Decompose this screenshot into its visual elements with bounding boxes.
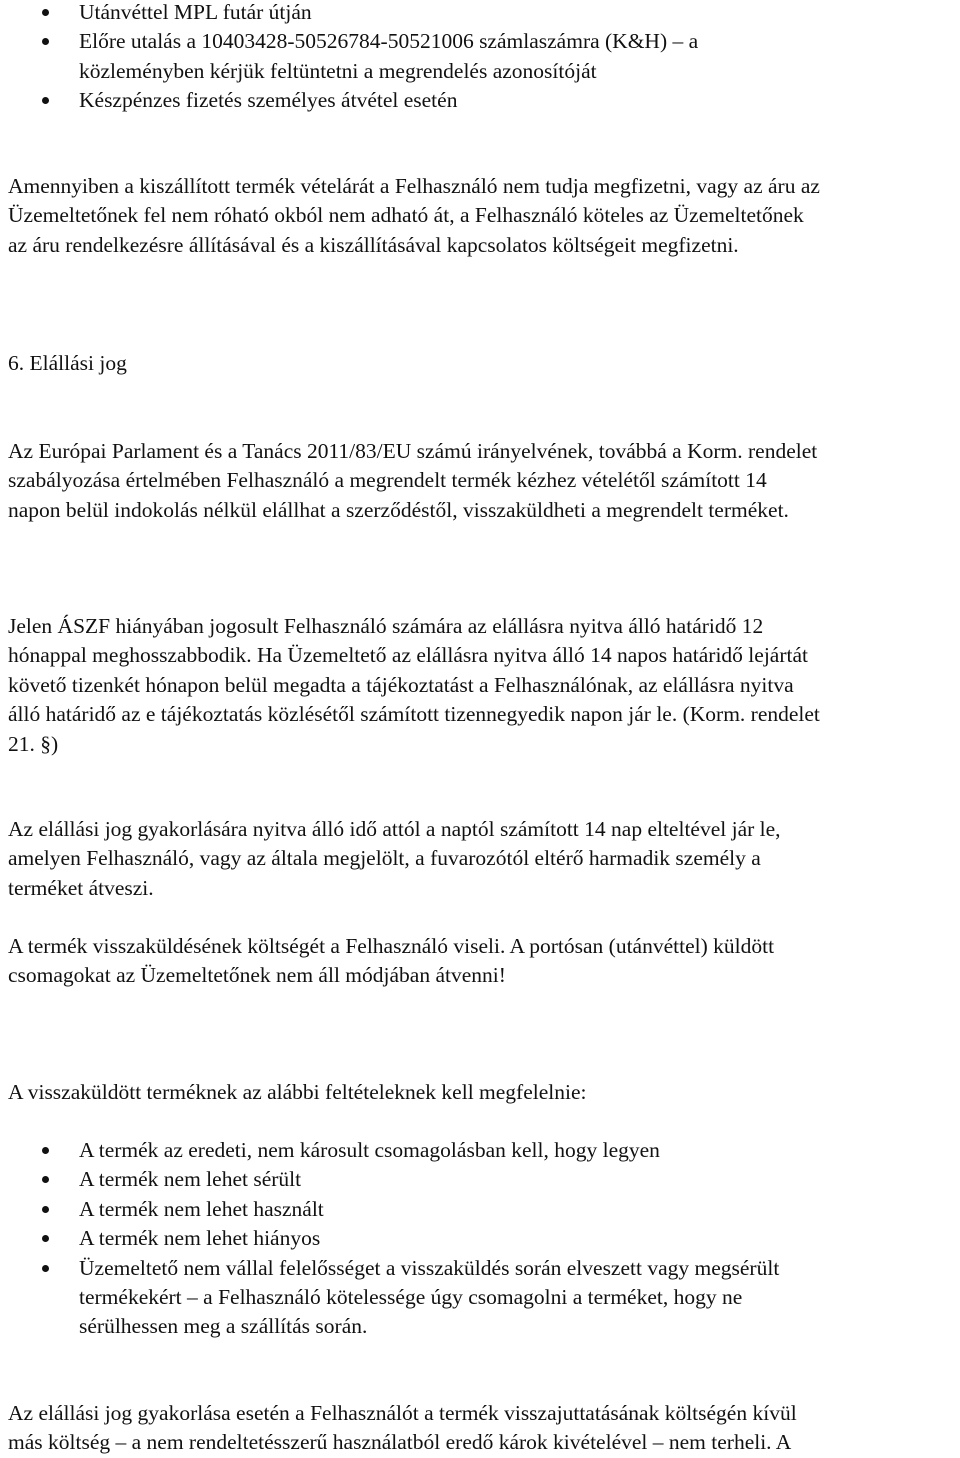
list-item — [0, 1254, 956, 1342]
paragraph-line: álló határidő az e tájékoztatás közlésétől számított tizennegyedik napon jár le. (Korm. rendelet — [8, 702, 820, 727]
bullet-icon — [42, 1206, 49, 1213]
list-item — [0, 1136, 956, 1165]
paragraph-line: Az Európai Parlament és a Tanács 2011/83/EU számú irányelvének, továbbá a Korm. rendelet — [8, 439, 818, 463]
paragraph-line: A termék visszaküldésének költségét a Felhasználó viseli. A portósan (utánvéttel) küldött — [8, 934, 775, 958]
paragraph-line: hónappal meghosszabbodik. Ha Üzemeltető az elállásra nyitva álló 14 napos határidő lejártát — [8, 643, 808, 668]
paragraph-line: 21. §) — [8, 731, 59, 756]
list-item-text: Előre utalás a 10403428-50526784-50521006 számlaszámra (K&H) – a — [79, 29, 699, 54]
list-item-text: Utánvéttel MPL futár útján — [79, 0, 312, 24]
bullet-icon — [42, 1265, 49, 1272]
list-item — [0, 1224, 956, 1253]
list-item-text: közleményben kérjük feltüntetni a megrendelés azonosítóját — [79, 58, 597, 83]
paragraph-line: napon belül indokolás nélkül elállhat a szerződéstől, visszaküldheti a megrendelt terméket. — [8, 497, 789, 522]
paragraph-eu-directive — [8, 437, 956, 525]
bullet-icon — [42, 1147, 49, 1154]
paragraph-line: Az elállási jog gyakorlására nyitva álló idő attól a naptól számított 14 nap elteltével jár le, — [8, 817, 781, 841]
bullet-icon — [42, 1176, 49, 1183]
paragraph-line: szabályozása értelmében Felhasználó a megrendelt termék kézhez vételétől számított 14 — [8, 468, 767, 493]
payment-options-list — [0, 0, 956, 116]
heading-text: 6. Elállási jog — [8, 351, 127, 375]
paragraph-line: terméket átveszi. — [8, 875, 154, 900]
paragraph-aszf-missing — [8, 612, 956, 759]
list-item — [0, 1165, 956, 1194]
list-item-text: Üzemeltető nem vállal felelősséget a visszaküldés során elveszett vagy megsérült — [79, 1255, 780, 1280]
paragraph-line: amelyen Felhasználó, vagy az általa megjelölt, a fuvarozótól eltérő harmadik személy a — [8, 846, 761, 871]
list-item-text: A termék az eredeti, nem károsult csomagolásban kell, hogy legyen — [79, 1138, 660, 1162]
list-item-text: A termék nem lehet használt — [79, 1196, 324, 1221]
list-item — [0, 1195, 956, 1224]
paragraph-withdrawal-period — [8, 815, 956, 903]
paragraph-line: A visszaküldött terméknek az alábbi feltételeknek kell megfelelnie: — [8, 1080, 587, 1104]
list-item — [0, 27, 956, 86]
paragraph-line: Üzemeltetőnek fel nem róható okból nem adható át, a Felhasználó köteles az Üzemeltetőnek — [8, 203, 804, 228]
paragraph-line: az áru rendelkezésre állításával és a kiszállításával kapcsolatos költségeit megfizetni. — [8, 232, 739, 257]
paragraph-line: csomagokat az Üzemeltetőnek nem áll módjában átvenni! — [8, 963, 506, 988]
paragraph-undeliverable — [8, 172, 956, 260]
list-item-text: Készpénzes fizetés személyes átvétel esetén — [79, 88, 458, 113]
section-heading — [8, 349, 956, 378]
bullet-icon — [42, 1235, 49, 1242]
list-item — [0, 0, 956, 27]
list-item-text: A termék nem lehet sérült — [79, 1167, 302, 1192]
return-conditions-list — [0, 1136, 956, 1342]
paragraph-line: Az elállási jog gyakorlása esetén a Felhasználót a termék visszajuttatásának költségén kívül — [8, 1401, 797, 1425]
bullet-icon — [42, 9, 49, 16]
paragraph-line: követő tizenkét hónapon belül megadta a tájékoztatást a Felhasználónak, az elállásra nyitva — [8, 672, 794, 697]
bullet-icon — [42, 38, 49, 45]
paragraph-line: Jelen ÁSZF hiányában jogosult Felhasználó számára az elállásra nyitva álló határidő 12 — [8, 614, 764, 638]
list-item-text: A termék nem lehet hiányos — [79, 1226, 321, 1251]
bullet-icon — [42, 97, 49, 104]
list-item-text: termékekért – a Felhasználó kötelessége úgy csomagolni a terméket, hogy ne — [79, 1284, 743, 1309]
paragraph-line: Amennyiben a kiszállított termék vételárát a Felhasználó nem tudja megfizetni, vagy az áru az — [8, 174, 820, 198]
paragraph-final — [8, 1399, 956, 1458]
paragraph-line: más költség – a nem rendeltetésszerű használatból eredő károk kivételével – nem terheli. A — [8, 1430, 792, 1455]
paragraph-return-conditions-intro — [8, 1078, 956, 1107]
list-item-text: sérülhessen meg a szállítás során. — [79, 1314, 368, 1339]
paragraph-return-cost — [8, 932, 956, 991]
list-item — [0, 86, 956, 115]
